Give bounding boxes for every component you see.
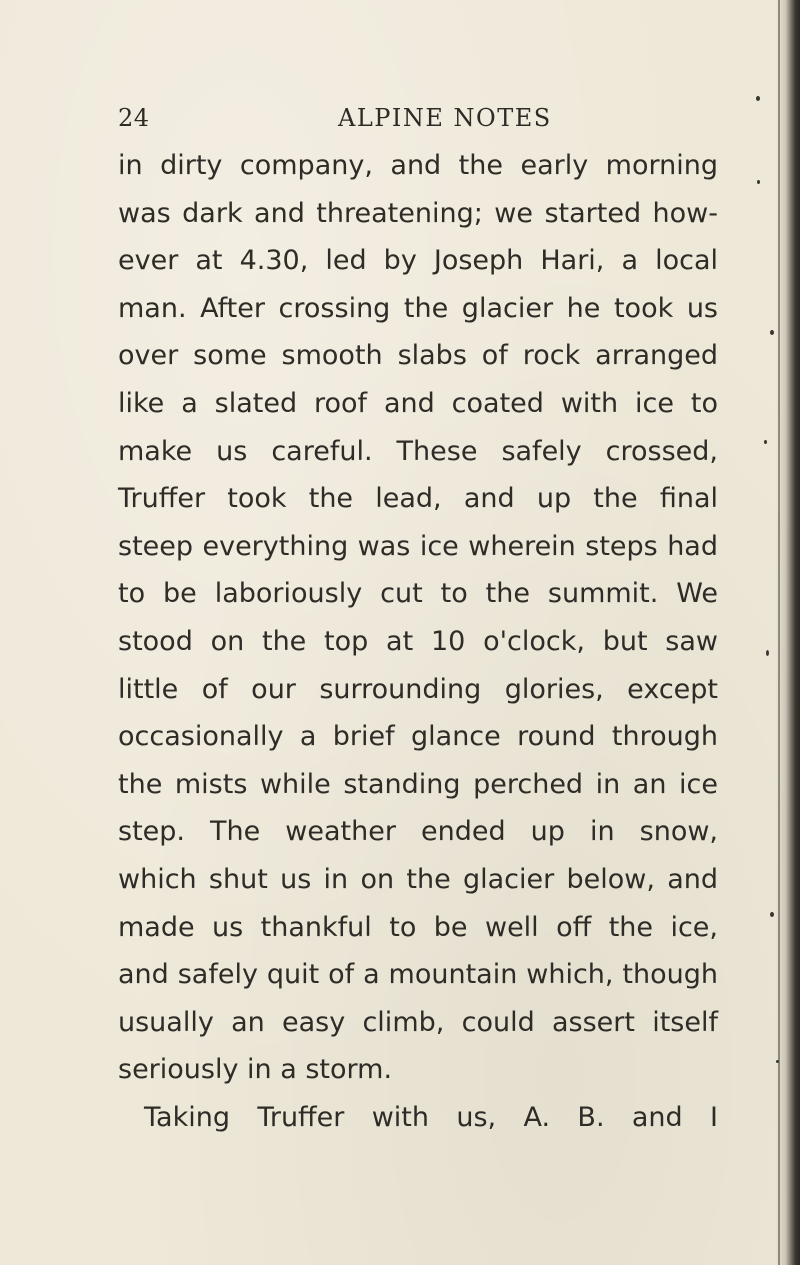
text-line: usually an easy climb, could assert itself	[118, 1006, 718, 1038]
text-line: and safely quit of a mountain which, though	[118, 959, 718, 991]
text-line: stood on the top at 10 o'clock, but saw	[118, 625, 718, 657]
text-line: the mists while standing perched in an ice	[118, 768, 718, 800]
page-number: 24	[118, 104, 150, 132]
running-title: ALPINE NOTES	[338, 104, 552, 132]
text-line: seriously in a storm.	[118, 1054, 393, 1086]
text-line: made us thankful to be well off the ice,	[118, 911, 718, 943]
paper-speck	[756, 96, 760, 101]
text-line: like a slated roof and coated with ice to	[118, 387, 718, 419]
text-line: was dark and threatening; we started how-	[118, 197, 718, 229]
text-line: Truffer took the lead, and up the final	[118, 483, 718, 515]
text-line: which shut us in on the glacier below, and	[118, 863, 718, 895]
text-line: to be laboriously cut to the summit. We	[118, 578, 718, 610]
text-line: little of our surrounding glories, except	[118, 673, 718, 705]
text-line: occasionally a brief glance round through	[118, 721, 718, 753]
text-line: make us careful. These safely crossed,	[118, 435, 718, 467]
paper-speck	[770, 912, 774, 917]
text-line: over some smooth slabs of rock arranged	[118, 340, 718, 372]
running-head	[118, 104, 718, 138]
text-line: ever at 4.30, led by Joseph Hari, a local	[118, 245, 718, 277]
paper-speck	[764, 440, 767, 444]
text-line: in dirty company, and the early morning	[118, 150, 718, 181]
body-text	[118, 142, 718, 1141]
paper-speck	[757, 180, 760, 184]
page-edge-line	[778, 0, 780, 1265]
text-line: step. The weather ended up in snow,	[118, 816, 718, 848]
paper-speck	[766, 650, 769, 656]
paper-speck	[776, 1060, 779, 1063]
text-line: man. After crossing the glacier he took us	[118, 292, 718, 324]
text-line: steep everything was ice wherein steps had	[118, 530, 718, 562]
text-line: Taking Truffer with us, A. B. and I	[144, 1101, 718, 1133]
paper-speck	[770, 330, 774, 335]
